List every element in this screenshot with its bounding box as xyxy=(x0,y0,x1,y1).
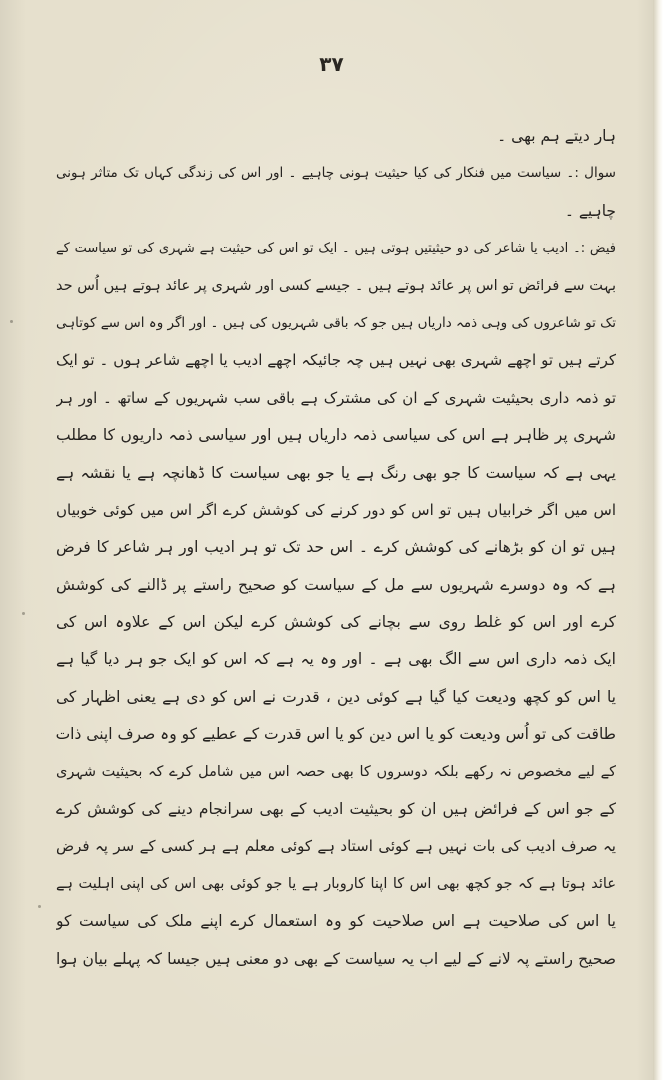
text-line: سوال :۔ سیاست میں فنکار کی کیا حیثیت ہونی چاہیے ۔ اور اس کی زندگی کہاں تک متاثر ہونی xyxy=(56,165,616,182)
text-line: اس میں اگر خرابیاں ہیں تو اس کو دور کرنے کی کوشش کرے اگر اس میں کوئی خوبیاں xyxy=(56,500,616,519)
text-line: یا اس کو کچھ ودیعت کیا گیا ہے کوئی دین ، قدرت نے اس کو دی ہے یعنی اظہار کی xyxy=(56,687,616,706)
text-line: عائد ہوتا ہے کہ جو کچھ بھی اس کا اپنا کاروبار ہے یا جو کوئی بھی اس کی اپنی اہلیت ہے xyxy=(56,875,616,892)
text-line: چاہیے ۔ xyxy=(564,201,616,220)
text-line: ہیں تو ان کو بڑھانے کی کوشش کرے ۔ اس حد تک تو ہر ادیب اور ہر شاعر کا فرض xyxy=(56,538,616,557)
page-number: ۳۷ xyxy=(319,52,344,76)
paper-speck xyxy=(38,905,41,908)
text-line: کے جو اس کے فرائض ہیں ان کو بحیثیت ادیب کے بھی سرانجام دینے کی کوشش کرے xyxy=(56,800,616,819)
text-line: کے لیے مخصوص نہ رکھے بلکہ دوسروں کا بھی حصہ اس میں شامل کرے کہ بحیثیت شہری xyxy=(56,763,616,780)
text-line: ہار دیتے ہم بھی ۔ xyxy=(497,127,616,145)
text-line: یہ صرف ادیب کی بات نہیں ہے کوئی استاد ہے کوئی معلم ہے ہر کسی کے سر پہ فرض xyxy=(56,837,616,856)
text-line: کرتے ہیں تو اچھے شہری بھی نہیں ہیں چہ جائیکہ اچھے ادیب یا اچھے شاعر ہوں ۔ تو ایک xyxy=(56,351,616,370)
text-line: کرے اور اس کو غلط روی سے بچانے کی کوشش کرے لیکن اس کے علاوہ اس کی xyxy=(56,613,616,632)
text-line: یہی ہے کہ سیاست کا جو بھی رنگ ہے یا جو بھی سیاست کا ڈھانچہ ہے یا نقشہ ہے xyxy=(56,463,616,482)
text-line: ایک ذمہ داری اس سے الگ بھی ہے ۔ اور وہ یہ ہے کہ اس کو ایک جو ہر دیا گیا ہے xyxy=(56,650,616,669)
text-line: ہے کہ وہ دوسرے شہریوں سے مل کے سیاست کو صحیح راستے پر ڈالنے کی کوشش xyxy=(56,575,616,594)
urdu-text-block xyxy=(56,118,616,978)
text-line: طاقت کی تو اُس ودیعت کو یا اس دین کو یا اس قدرت کے عطیے کو وہ صرف اپنی ذات xyxy=(56,725,616,744)
text-line: تو ذمہ داری بحیثیت شہری کے ان کی مشترک ہے باقی سب شہریوں کے ساتھ ۔ اور ہر xyxy=(56,388,616,407)
paper-speck xyxy=(10,320,13,323)
text-line: یا اس کی صلاحیت ہے اس صلاحیت کو وہ استعمال کرے اپنے ملک کی سیاست کو xyxy=(56,912,616,931)
text-line: تک تو شاعروں کی وہی ذمہ داریاں ہیں جو کہ باقی شہریوں کی ہیں ۔ اور اگر وہ اس سے کوتاہی xyxy=(56,314,616,331)
page-edge xyxy=(653,0,663,1080)
text-line: صحیح راستے پہ لانے کے لیے اب یہ سیاست کے بھی دو معنی ہیں جیسا کہ پہلے بیان ہوا xyxy=(56,949,616,968)
text-line: بہت سے فرائض تو اس پر عائد ہوتے ہیں ۔ جیسے کسی اور شہری پر عائد ہوتے ہیں اُس حد xyxy=(56,277,616,294)
paper-speck xyxy=(22,612,25,615)
text-line: شہری پر ظاہر ہے اس کی سیاسی ذمہ داریاں ہیں اور سیاسی ذمہ داریوں کا مطلب xyxy=(56,426,616,445)
text-line: فیض :۔ ادیب یا شاعر کی دو حیثیتیں ہوتی ہیں ۔ ایک تو اس کی حیثیت ہے شہری کی تو سیاست کے xyxy=(56,241,616,257)
